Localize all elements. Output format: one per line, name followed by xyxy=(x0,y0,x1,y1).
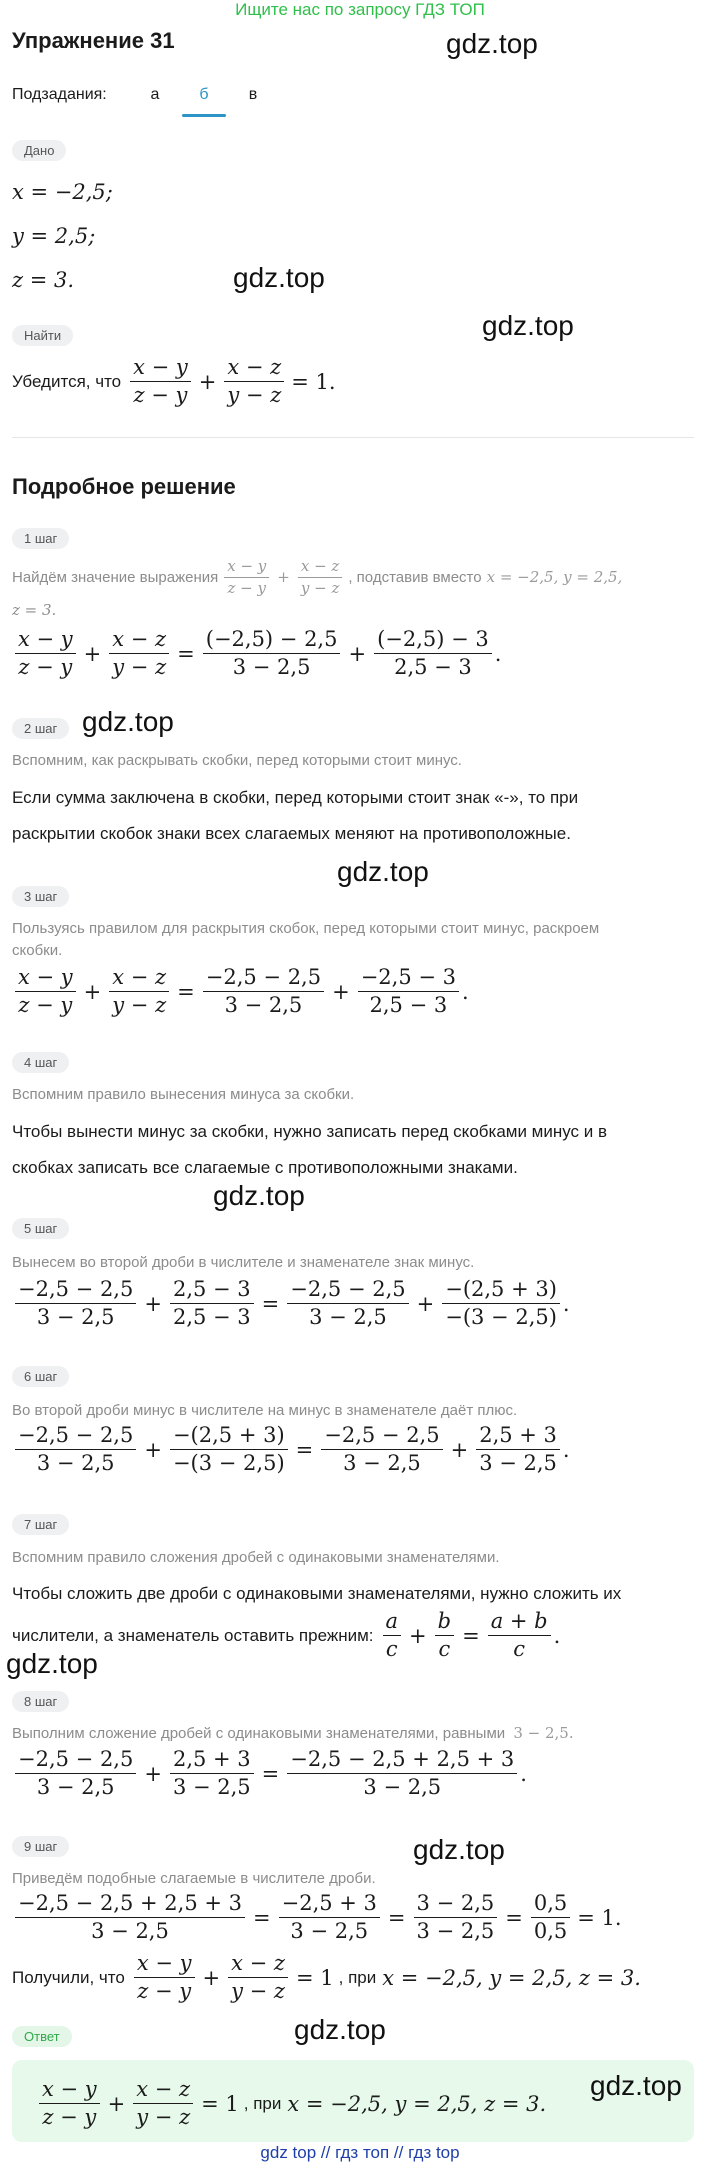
step-chip: 2 шаг xyxy=(12,718,69,739)
step-hint: Вспомним правило сложения дробей с одинаковыми знаменателями. xyxy=(12,1549,500,1566)
rule-text: Если сумма заключена в скобки, перед которыми стоит знак «-», то при xyxy=(12,788,579,807)
given-line: y = 2,5; xyxy=(12,224,96,248)
step-chip: 9 шаг xyxy=(12,1836,69,1857)
fraction-numerator: x − z xyxy=(224,356,284,382)
watermark: gdz.top xyxy=(413,1834,505,1865)
find-chip: Найти xyxy=(12,325,73,346)
step-hint: Приведём подобные слагаемые в числителе дроби. xyxy=(12,1870,376,1887)
rule-text: Чтобы сложить две дроби с одинаковыми знаменателями, нужно сложить их xyxy=(12,1584,622,1603)
solution-title: Подробное решение xyxy=(12,474,236,499)
find-rhs: = 1. xyxy=(291,369,336,394)
step-hint: z = 3. xyxy=(12,601,57,619)
watermark: gdz.top xyxy=(337,856,429,887)
watermark: gdz.top xyxy=(213,1180,305,1211)
find-lead: Убедится, что xyxy=(12,371,122,391)
step-chip: 7 шаг xyxy=(12,1514,69,1535)
top-banner: Ищите нас по запросу ГДЗ ТОП xyxy=(235,0,485,19)
step-chip: 8 шаг xyxy=(12,1691,69,1712)
active-tab-indicator xyxy=(182,114,226,117)
rule-text: Чтобы вынести минус за скобки, нужно записать перед скобками минус и в xyxy=(12,1122,608,1141)
rule-text: раскрытии скобок знаки всех слагаемых меняют на противоположные. xyxy=(12,824,571,843)
watermark: gdz.top xyxy=(294,2014,386,2045)
watermark: gdz.top xyxy=(82,706,174,737)
watermark: gdz.top xyxy=(446,28,538,59)
answer-equation: $\frac{x - y}{z - y}$ + $\frac{x - z}{y - z}$ = 1 , при x = −2,5, y = 2,5, z = 3. xyxy=(36,2078,546,2129)
step-hint: Вспомним, как раскрывать скобки, перед которыми стоит минус. xyxy=(12,752,462,769)
rule-text: скобках записать все слагаемые с противоположными знаками. xyxy=(12,1158,518,1177)
step-equation: $\frac{-2,5 - 2,5}{3 - 2,5}$ + $\frac{-(2,5 + 3)}{-(3 - 2,5)}$ = $\frac{-2,5 - 2,5}{3 - 2,5}$ + $\frac{2,5 + 3}{3 - 2,5}$ . xyxy=(12,1424,570,1475)
step-equation: $\frac{-2,5 - 2,5}{3 - 2,5}$ + $\frac{2,5 - 3}{2,5 - 3}$ = $\frac{-2,5 - 2,5}{3 - 2,5}$ + $\frac{-(2,5 + 3)}{-(3 - 2,5)}$ . xyxy=(12,1278,570,1329)
step-hint: Во второй дроби минус в числителе на минус в знаменателе даёт плюс. xyxy=(12,1402,518,1419)
footer: gdz top // гдз топ // гдз top xyxy=(260,2143,460,2162)
step-equation: $\frac{-2,5 - 2,5 + 2,5 + 3}{3 - 2,5}$ = $\frac{-2,5 + 3}{3 - 2,5}$ = $\frac{3 - 2,5}{3 - 2,5}$ = $\frac{0,5}{0,5}$ = 1. xyxy=(12,1892,622,1943)
given-line: z = 3. xyxy=(12,268,75,292)
step-hint: Выполним сложение дробей с одинаковыми знаменателями, равными 3 − 2,5. xyxy=(12,1724,574,1742)
conclusion: Получили, что $\frac{x - y}{z - y}$ + $\frac{x - z}{y - z}$ = 1 , при x = −2,5, y = 2,5, z = 3. xyxy=(12,1951,641,2004)
watermark: gdz.top xyxy=(590,2070,682,2101)
given-line: x = −2,5; xyxy=(12,180,113,204)
fraction-denominator: y − z xyxy=(227,383,282,408)
step-chip: 5 шаг xyxy=(12,1218,69,1239)
page-title: Упражнение 31 xyxy=(12,28,175,53)
tab-v[interactable]: в xyxy=(248,86,258,103)
step-chip: 4 шаг xyxy=(12,1052,69,1073)
tab-a[interactable]: а xyxy=(150,86,160,103)
tab-b[interactable]: б xyxy=(199,86,209,103)
step-hint: Вынесем во второй дроби в числителе и знаменателе знак минус. xyxy=(12,1254,475,1271)
step-hint: скобки. xyxy=(12,942,63,959)
fraction-numerator: x − y xyxy=(130,356,191,382)
step-equation: $\frac{x - y}{z - y}$ + $\frac{x - z}{y - z}$ = $\frac{-2,5 - 2,5}{3 - 2,5}$ + $\frac{-2,5 - 3}{2,5 - 3}$ . xyxy=(12,966,469,1017)
step-chip: 3 шаг xyxy=(12,886,69,907)
divider xyxy=(12,437,694,438)
step-hint: Найдём значение выражения $\frac{x - y}{z - y}$ + $\frac{x - z}{y - z}$ , подставив вместо x = −2,5, y = 2,5, xyxy=(12,557,623,597)
step-chip: 6 шаг xyxy=(12,1366,69,1387)
watermark: gdz.top xyxy=(233,262,325,293)
subtasks-label: Подзадания: xyxy=(12,86,107,103)
step-chip: 1 шаг xyxy=(12,528,69,549)
answer-chip: Ответ xyxy=(12,2026,72,2047)
step-hint: Вспомним правило вынесения минуса за скобки. xyxy=(12,1086,355,1103)
step-equation: $\frac{-2,5 - 2,5}{3 - 2,5}$ + $\frac{2,5 + 3}{3 - 2,5}$ = $\frac{-2,5 - 2,5 + 2,5 + 3}{3 - 2,5}$ . xyxy=(12,1748,527,1799)
step-equation: $\frac{x - y}{z - y}$ + $\frac{x - z}{y - z}$ = $\frac{(-2,5) - 2,5}{3 - 2,5}$ + $\frac{(-2,5) - 3}{2,5 - 3}$ . xyxy=(12,628,501,679)
find-statement: Убедится, что $\frac{x - y}{z - y}$ + $\frac{x - z}{y - z}$ = 1. xyxy=(12,355,336,408)
watermark: gdz.top xyxy=(6,1648,98,1679)
rule-text-formula: числители, а знаменатель оставить прежним: $\frac{a}{c}$ + $\frac{b}{c}$ = $\frac{a + b}{c}$ . xyxy=(12,1609,561,1662)
given-chip: Дано xyxy=(12,140,66,161)
step-hint: Пользуясь правилом для раскрытия скобок, перед которыми стоит минус, раскроем xyxy=(12,920,600,937)
fraction-denominator: z − y xyxy=(133,383,188,408)
watermark: gdz.top xyxy=(482,310,574,341)
